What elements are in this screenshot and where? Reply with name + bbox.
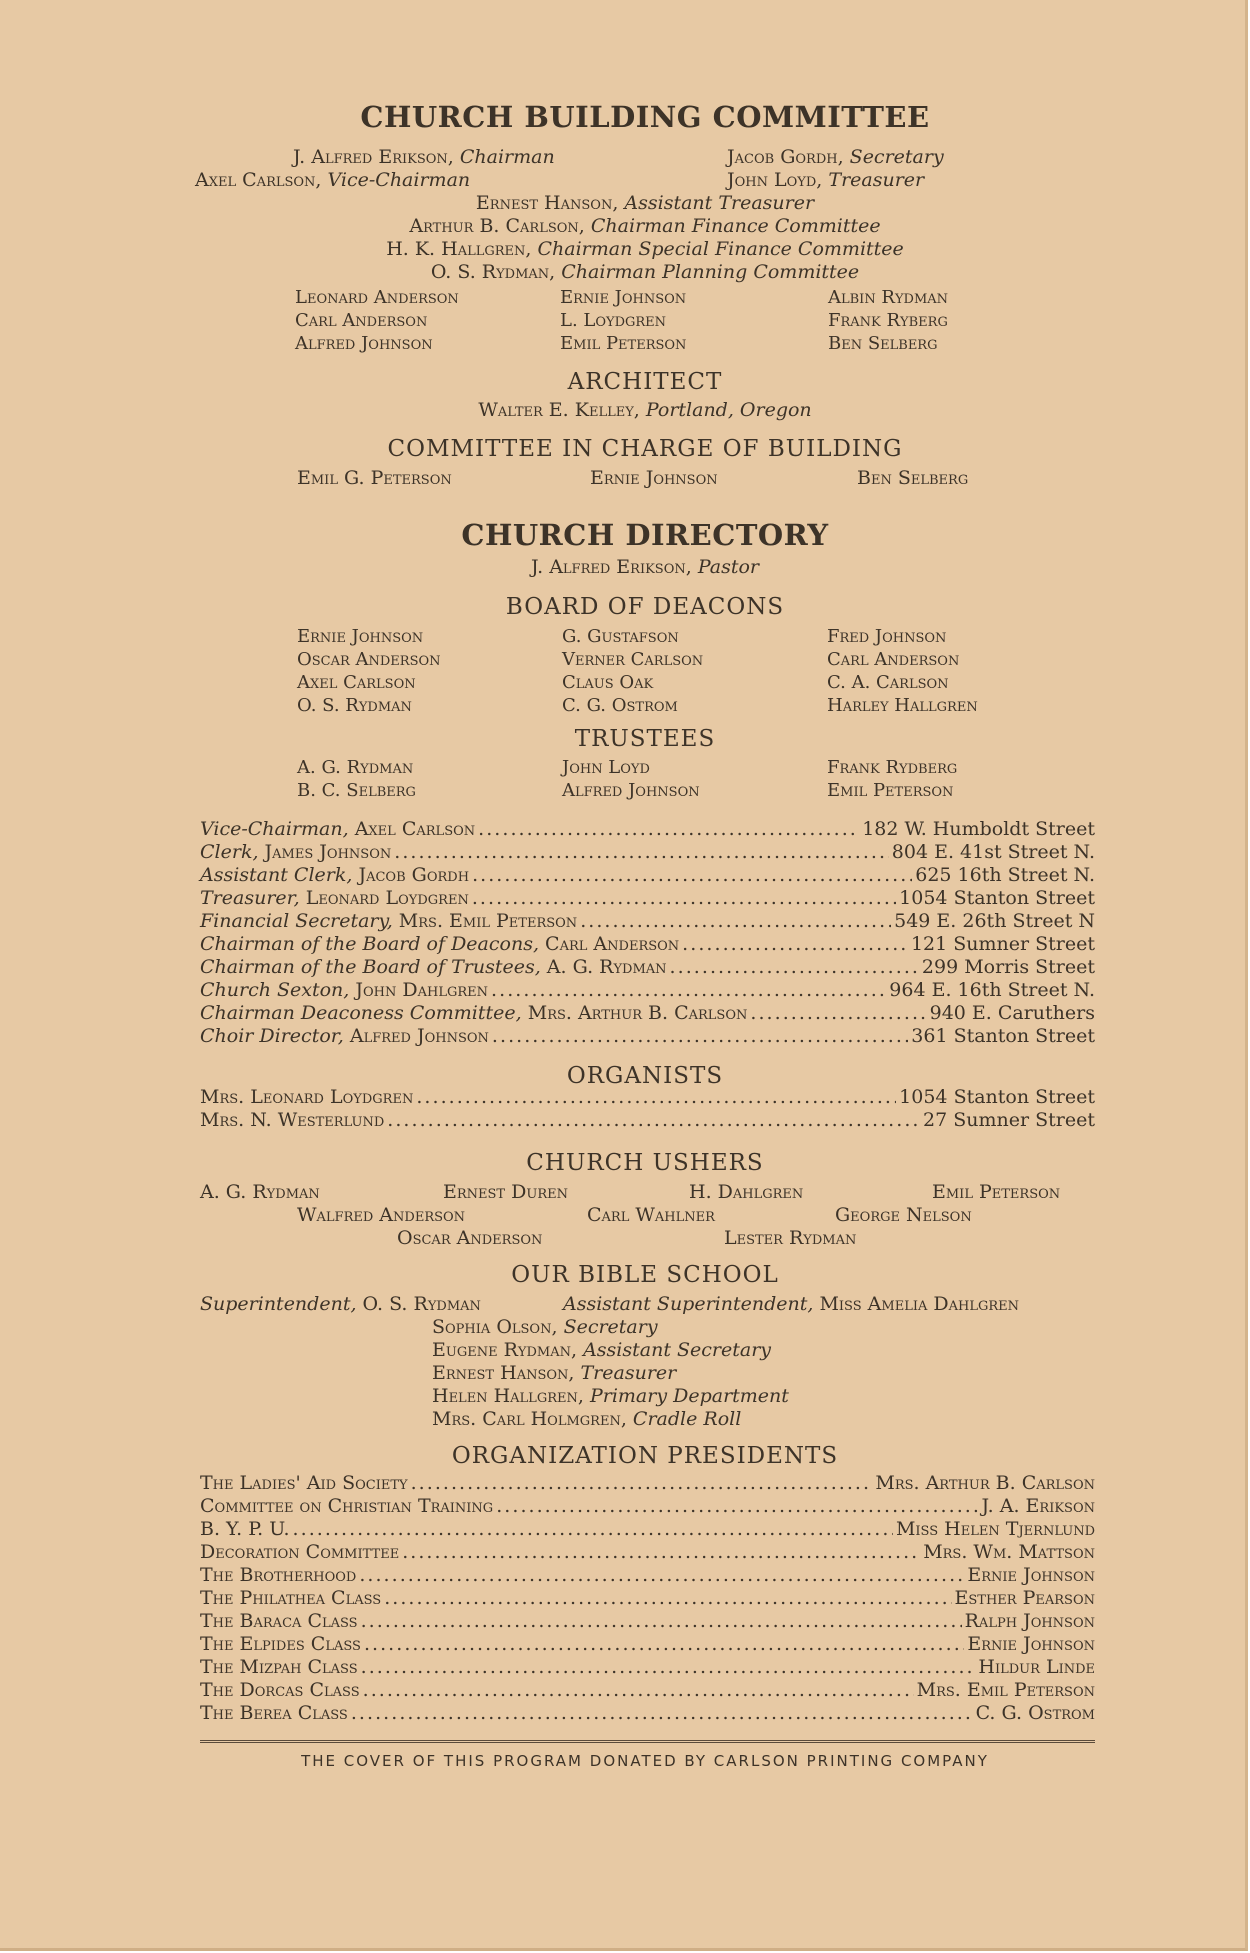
member: Leonard Anderson (295, 287, 459, 308)
architect-line: Walter E. Kelley, Portland, Oregon (478, 399, 812, 421)
trustee: Frank Rydberg (827, 757, 958, 778)
organist-row: Mrs. N. Westerlund . . . 27 Sumner Street (200, 1109, 1095, 1132)
president-row: B. Y. P. U. . . . Miss Helen Tjernlund (200, 1518, 1095, 1541)
building-charge-title: COMMITTEE IN CHARGE OF BUILDING (387, 436, 903, 462)
deacon: Harley Hallgren (827, 695, 978, 716)
bible-school-staff: Sophia Olson, Secretary (432, 1316, 658, 1338)
bible-school-staff: Eugene Rydman, Assistant Secretary (432, 1339, 772, 1361)
president-row: The Dorcas Class . . . Mrs. Emil Peterson (200, 1679, 1095, 1702)
committee-chairman: J. Alfred Erikson, Chairman (293, 146, 555, 168)
committee-vice-chairman: Axel Carlson, Vice-Chairman (195, 169, 471, 191)
deacon: Axel Carlson (297, 672, 416, 693)
usher: Oscar Anderson (397, 1227, 543, 1249)
directory-title: CHURCH DIRECTORY (461, 518, 829, 552)
committee-members-grid (295, 286, 1028, 355)
president-row: The Philathea Class . . . Esther Pearson (200, 1587, 1095, 1610)
officer-row: Vice-Chairman, Axel Carlson . . . 182 W. Humboldt Street (200, 818, 1095, 841)
trustee: Alfred Johnson (562, 780, 700, 801)
usher: Lester Rydman (724, 1227, 857, 1249)
member: L. Loydgren (560, 310, 667, 331)
officer-row: Assistant Clerk, Jacob Gordh . . . 625 16th Street N. (200, 864, 1095, 887)
trustees-title: TRUSTEES (574, 726, 716, 752)
bible-school-staff: Ernest Hanson, Treasurer (432, 1362, 677, 1384)
presidents-title: ORGANIZATION PRESIDENTS (451, 1443, 839, 1469)
committee-line: Arthur B. Carlson, Chairman Finance Committee (409, 215, 881, 237)
committee-line: Ernest Hanson, Assistant Treasurer (475, 192, 815, 214)
footer-rule (200, 1740, 1095, 1743)
ushers-title: CHURCH USHERS (526, 1150, 764, 1176)
member: Ernie Johnson (560, 287, 687, 308)
member: Carl Anderson (295, 310, 428, 331)
bible-school-title: OUR BIBLE SCHOOL (511, 1262, 779, 1288)
officer-row: Choir Director, Alfred Johnson . . . 361 Stanton Street (200, 1025, 1095, 1048)
deacon: Oscar Anderson (297, 649, 441, 670)
president-row: The Mizpah Class . . . Hildur Linde (200, 1656, 1095, 1679)
usher: A. G. Rydman (200, 1181, 320, 1203)
building-charge-member: Ernie Johnson (590, 467, 718, 489)
superintendent: Superintendent, O. S. Rydman (200, 1293, 481, 1315)
pastor-line: J. Alfred Erikson, Pastor (530, 556, 760, 578)
building-charge-member: Ben Selberg (857, 467, 969, 489)
trustee: John Loyd (562, 757, 650, 778)
trustees-grid (297, 756, 1047, 802)
officer-row: Chairman of the Board of Trustees, A. G. Rydman . . . 299 Morris Street (200, 956, 1095, 979)
member: Alfred Johnson (295, 333, 433, 354)
member: Frank Ryberg (828, 310, 948, 331)
organists-title: ORGANISTS (566, 1063, 724, 1089)
trustee: Emil Peterson (827, 780, 954, 801)
trustee: A. G. Rydman (297, 757, 414, 778)
deacon: C. G. Ostrom (562, 695, 678, 716)
deacon: Fred Johnson (827, 626, 947, 647)
president-row: The Ladies' Aid Society . . . Mrs. Arthur B. Carlson (200, 1472, 1095, 1495)
usher: Walfred Anderson (297, 1204, 466, 1226)
bible-school-staff: Helen Hallgren, Primary Department (432, 1385, 789, 1407)
usher: H. Dahlgren (689, 1181, 804, 1203)
usher: Emil Peterson (932, 1181, 1061, 1203)
deacon: C. A. Carlson (827, 672, 949, 693)
president-row: The Elpides Class . . . Ernie Johnson (200, 1633, 1095, 1656)
committee-secretary: Jacob Gordh, Secretary (727, 146, 944, 168)
committee-line: O. S. Rydman, Chairman Planning Committee (430, 261, 860, 283)
usher: George Nelson (835, 1204, 972, 1226)
usher: Ernest Duren (443, 1181, 568, 1203)
president-row: The Brotherhood . . . Ernie Johnson (200, 1564, 1095, 1587)
president-row: Decoration Committee . . . Mrs. Wm. Mattson (200, 1541, 1095, 1564)
building-charge-member: Emil G. Peterson (297, 467, 452, 489)
president-row: The Berea Class . . . C. G. Ostrom (200, 1702, 1095, 1725)
officer-row: Treasurer, Leonard Loydgren . . . 1054 Stanton Street (200, 887, 1095, 910)
member: Albin Rydman (828, 287, 949, 308)
deacon: Claus Oak (562, 672, 654, 693)
member: Emil Peterson (560, 333, 687, 354)
assistant-superintendent: Assistant Superintendent, Miss Amelia Dahlgren (563, 1293, 1020, 1315)
bible-school-staff: Mrs. Carl Holmgren, Cradle Roll (432, 1408, 742, 1430)
deacon: Ernie Johnson (297, 626, 424, 647)
organist-row: Mrs. Leonard Loydgren . . . 1054 Stanton Street (200, 1086, 1095, 1109)
usher: Carl Wahlner (587, 1204, 715, 1226)
officer-row: Financial Secretary, Mrs. Emil Peterson . . . 549 E. 26th Street N (200, 910, 1095, 933)
deacon: O. S. Rydman (297, 695, 412, 716)
officer-row: Clerk, James Johnson . . . 804 E. 41st Street N. (200, 841, 1095, 864)
member: Ben Selberg (828, 333, 938, 354)
officer-row: Chairman of the Board of Deacons, Carl Anderson . . . 121 Sumner Street (200, 933, 1095, 956)
footer-credit: THE COVER OF THIS PROGRAM DONATED BY CARLSON PRINTING COMPANY (301, 1752, 989, 1770)
architect-title: ARCHITECT (567, 369, 723, 395)
committee-treasurer: John Loyd, Treasurer (727, 169, 925, 191)
committee-line: H. K. Hallgren, Chairman Special Finance Committee (386, 238, 904, 260)
officer-row: Church Sexton, John Dahlgren . . . 964 E. 16th Street N. (200, 979, 1095, 1002)
officer-row: Chairman Deaconess Committee, Mrs. Arthur B. Carlson . . . 940 E. Caruthers (200, 1002, 1095, 1025)
building-committee-title: CHURCH BUILDING COMMITTEE (360, 100, 930, 134)
president-row: The Baraca Class . . . Ralph Johnson (200, 1610, 1095, 1633)
deacon: Verner Carlson (562, 649, 704, 670)
deacons-title: BOARD OF DEACONS (505, 594, 785, 620)
trustee: B. C. Selberg (297, 780, 416, 801)
president-row: Committee on Christian Training . . . J. A. Erikson (200, 1495, 1095, 1518)
deacon: G. Gustafson (562, 626, 679, 647)
deacons-grid (297, 625, 1047, 717)
deacon: Carl Anderson (827, 649, 960, 670)
